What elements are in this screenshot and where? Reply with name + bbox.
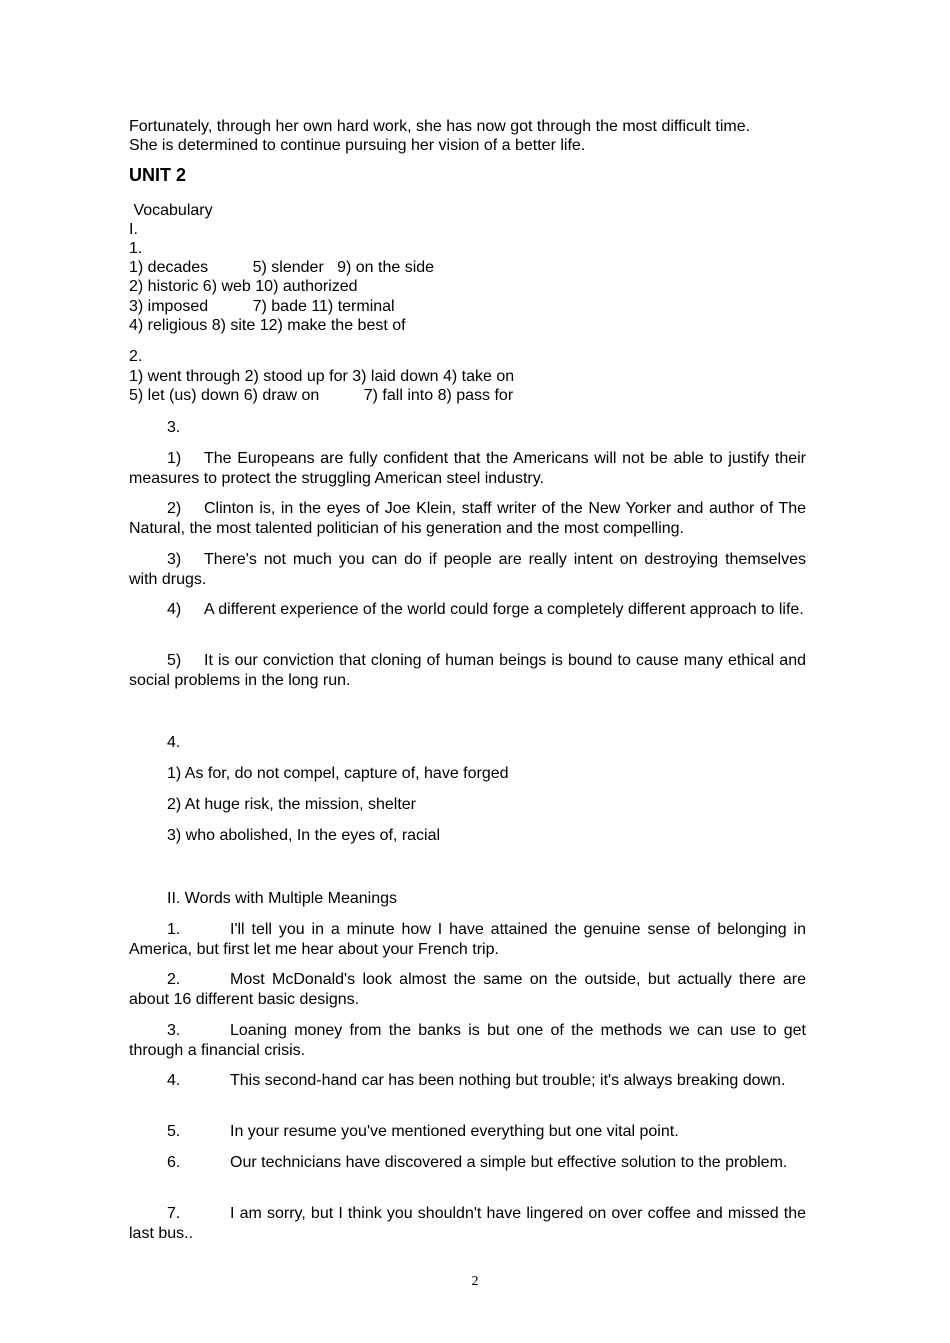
item-text: Our technicians have discovered a simple but effective solution to the problem. (230, 1154, 788, 1171)
exercise-1-line: 3) imposed 7) bade 11) terminal (129, 298, 395, 315)
exercise-3-item (129, 499, 806, 538)
item-text: Most McDonald's look almost the same on the outside, but actually there are about 16 different basic designs. (129, 971, 806, 1008)
page-number: 2 (471, 1274, 479, 1289)
exercise-1-line: 4) religious 8) site 12) make the best of (129, 317, 406, 334)
item-number: 4) (167, 601, 182, 618)
item-text: I'll tell you in a minute how I have attained the genuine sense of belonging in America, but first let me hear about your French trip. (129, 921, 806, 958)
section-ii-item (129, 1071, 806, 1091)
exercise-4-line: 3) who abolished, In the eyes of, racial (167, 827, 441, 844)
section-ii-heading: II. Words with Multiple Meanings (167, 890, 398, 907)
unit-title: UNIT 2 (129, 165, 187, 185)
exercise-3-label: 3. (167, 419, 181, 436)
item-number: 2. (167, 971, 181, 988)
item-number: 1. (167, 921, 181, 938)
exercise-1-line: 2) historic 6) web 10) authorized (129, 278, 358, 295)
exercise-2-label: 2. (129, 348, 143, 365)
exercise-1-line: 1) decades 5) slender 9) on the side (129, 259, 435, 276)
exercise-4-line: 1) As for, do not compel, capture of, have forged (167, 765, 509, 782)
section-ii-item (129, 920, 806, 959)
item-number: 5. (167, 1123, 181, 1140)
item-text: There's not much you can do if people are really intent on destroying themselves with drugs. (129, 551, 806, 588)
item-text: A different experience of the world could forge a completely different approach to life. (204, 601, 804, 618)
item-text: It is our conviction that cloning of human beings is bound to cause many ethical and social problems in the long run. (129, 652, 806, 689)
item-text: This second-hand car has been nothing but trouble; it's always breaking down. (230, 1072, 786, 1089)
exercise-3-item (129, 600, 806, 620)
item-text: Clinton is, in the eyes of Joe Klein, staff writer of the New Yorker and author of The Natural, the most talented politician of his generation and the most compelling. (129, 500, 806, 537)
section-ii-item (129, 970, 806, 1009)
exercise-3-item (129, 550, 806, 589)
exercise-1-label: 1. (129, 240, 143, 257)
item-number: 7. (167, 1205, 181, 1222)
section-ii-item (129, 1122, 806, 1142)
section-ii-item (129, 1204, 806, 1243)
exercise-2-line: 1) went through 2) stood up for 3) laid down 4) take on (129, 368, 515, 385)
intro-line-1: Fortunately, through her own hard work, she has now got through the most difficult time. (129, 118, 751, 135)
item-number: 3) (167, 551, 182, 568)
section-ii-item (129, 1021, 806, 1060)
item-number: 2) (167, 500, 182, 517)
item-text: In your resume you've mentioned everything but one vital point. (230, 1123, 679, 1140)
item-number: 4. (167, 1072, 181, 1089)
section-i-label: I. (129, 221, 138, 238)
item-number: 1) (167, 450, 182, 467)
exercise-3-item (129, 651, 806, 690)
item-number: 3. (167, 1022, 181, 1039)
exercise-4-line: 2) At huge risk, the mission, shelter (167, 796, 416, 813)
section-ii-item (129, 1153, 806, 1173)
exercise-4-label: 4. (167, 734, 181, 751)
item-text: I am sorry, but I think you shouldn't have lingered on over coffee and missed the last bus.. (129, 1205, 806, 1242)
intro-line-2: She is determined to continue pursuing her vision of a better life. (129, 137, 586, 154)
item-number: 6. (167, 1154, 181, 1171)
item-text: The Europeans are fully confident that the Americans will not be able to justify their measures to protect the struggling American steel industry. (129, 450, 806, 487)
vocabulary-heading: Vocabulary (129, 202, 213, 219)
item-number: 5) (167, 652, 182, 669)
exercise-3-item (129, 449, 806, 488)
item-text: Loaning money from the banks is but one of the methods we can use to get through a financial crisis. (129, 1022, 806, 1059)
exercise-2-line: 5) let (us) down 6) draw on 7) fall into 8) pass for (129, 387, 514, 404)
